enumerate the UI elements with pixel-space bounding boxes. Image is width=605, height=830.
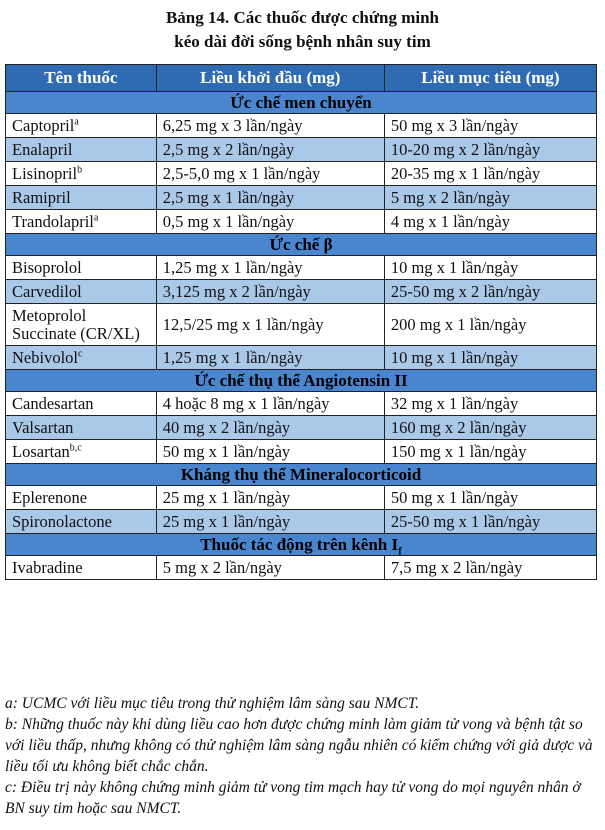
start-dose-cell: 3,125 mg x 2 lần/ngày	[156, 280, 384, 304]
section-row	[6, 370, 597, 392]
header-drug-name: Tên thuốc	[6, 65, 157, 92]
target-dose-cell: 10 mg x 1 lần/ngày	[384, 346, 596, 370]
target-dose-cell: 150 mg x 1 lần/ngày	[384, 440, 596, 464]
start-dose-cell: 1,25 mg x 1 lần/ngày	[156, 256, 384, 280]
table-row	[6, 186, 597, 210]
drug-name-cell	[6, 416, 157, 440]
table-row	[6, 346, 597, 370]
section-row	[6, 534, 597, 556]
footnote-c: c: Điều trị này không chứng minh giảm tử vong tim mạch hay tử vong do mọi nguyên nhân ở BN suy tim hoặc sau NMCT.	[5, 779, 581, 817]
drug-name: Captopril	[12, 116, 75, 135]
target-dose-cell: 50 mg x 1 lần/ngày	[384, 486, 596, 510]
table-row	[6, 392, 597, 416]
table-row	[6, 486, 597, 510]
drug-name: Metoprolol Succinate (CR/XL)	[12, 306, 140, 343]
drug-name-cell	[6, 556, 157, 580]
start-dose-cell: 0,5 mg x 1 lần/ngày	[156, 210, 384, 234]
target-dose-cell: 4 mg x 1 lần/ngày	[384, 210, 596, 234]
start-dose-cell: 2,5 mg x 2 lần/ngày	[156, 138, 384, 162]
table-row	[6, 256, 597, 280]
drug-name: Eplerenone	[12, 488, 88, 507]
drug-name-cell	[6, 510, 157, 534]
header-target-dose: Liều mục tiêu (mg)	[384, 65, 596, 92]
section-title-text: Ức chế thụ thể Angiotensin II	[194, 370, 408, 390]
drug-name-cell	[6, 304, 157, 346]
drug-name-cell	[6, 114, 157, 138]
section-title	[6, 534, 597, 556]
table-row	[6, 280, 597, 304]
drug-name: Trandolapril	[12, 212, 94, 231]
start-dose-cell: 4 hoặc 8 mg x 1 lần/ngày	[156, 392, 384, 416]
section-title-text: Ức chế β	[269, 234, 333, 254]
drug-name-cell	[6, 186, 157, 210]
start-dose-cell: 1,25 mg x 1 lần/ngày	[156, 346, 384, 370]
drug-name: Ramipril	[12, 188, 71, 207]
drug-name-cell	[6, 162, 157, 186]
start-dose-cell: 50 mg x 1 lần/ngày	[156, 440, 384, 464]
section-title	[6, 370, 597, 392]
section-title-text: Thuốc tác động trên kênh I	[200, 534, 399, 554]
table-row	[6, 304, 597, 346]
section-row	[6, 464, 597, 486]
target-dose-cell: 25-50 mg x 2 lần/ngày	[384, 280, 596, 304]
drug-name: Ivabradine	[12, 558, 83, 577]
drug-name: Lisinopril	[12, 164, 78, 183]
section-title	[6, 234, 597, 256]
table-row	[6, 114, 597, 138]
footnote-marker: b,c	[69, 442, 82, 454]
section-row	[6, 234, 597, 256]
section-title-text: Kháng thụ thể Mineralocorticoid	[180, 464, 422, 484]
drug-name-cell	[6, 210, 157, 234]
drug-name: Enalapril	[12, 140, 73, 159]
section-title	[6, 92, 597, 114]
drug-name-cell	[6, 138, 157, 162]
drug-name: Losartan	[12, 442, 70, 461]
table-row	[6, 440, 597, 464]
drug-name: Candesartan	[12, 394, 94, 413]
footnote-marker: c	[78, 348, 83, 360]
target-dose-cell: 10-20 mg x 2 lần/ngày	[384, 138, 596, 162]
footnote-marker: a	[93, 212, 99, 224]
start-dose-cell: 25 mg x 1 lần/ngày	[156, 510, 384, 534]
drug-name: Carvedilol	[12, 282, 82, 301]
footnotes	[5, 693, 600, 819]
target-dose-cell: 5 mg x 2 lần/ngày	[384, 186, 596, 210]
footnote-marker: a	[74, 116, 79, 128]
section-title-subscript: f	[398, 544, 402, 557]
target-dose-cell: 160 mg x 2 lần/ngày	[384, 416, 596, 440]
title-line-1: Bảng 14. Các thuốc được chứng minh	[165, 8, 440, 27]
table-row	[6, 162, 597, 186]
table-row	[6, 210, 597, 234]
header-start-dose: Liều khởi đầu (mg)	[156, 65, 384, 92]
footnote-a: a: UCMC với liều mục tiêu trong thử nghiệm lâm sàng sau NMCT.	[5, 695, 420, 712]
drug-name-cell	[6, 486, 157, 510]
table-row	[6, 416, 597, 440]
section-title-text: Ức chế men chuyển	[230, 92, 372, 112]
drug-name: Spironolactone	[12, 512, 112, 531]
drug-name-cell	[6, 346, 157, 370]
drug-name: Bisoprolol	[12, 258, 82, 277]
start-dose-cell: 2,5-5,0 mg x 1 lần/ngày	[156, 162, 384, 186]
title-line-2: kéo dài đời sống bệnh nhân suy tim	[174, 32, 431, 51]
target-dose-cell: 10 mg x 1 lần/ngày	[384, 256, 596, 280]
drug-dosage-table	[5, 64, 597, 580]
section-row	[6, 92, 597, 114]
drug-name: Valsartan	[12, 418, 74, 437]
start-dose-cell: 40 mg x 2 lần/ngày	[156, 416, 384, 440]
table-title	[0, 6, 605, 54]
drug-name-cell	[6, 440, 157, 464]
footnote-b: b: Những thuốc này khi dùng liều cao hơn được chứng minh làm giảm tử vong và bệnh tật so với liều thấp, nhưng không có thử nghiệm lâm sàng ngẫu nhiên có kiểm chứng với giả dược và liều tối ưu không biết chắc chắn.	[5, 716, 593, 775]
start-dose-cell: 12,5/25 mg x 1 lần/ngày	[156, 304, 384, 346]
start-dose-cell: 2,5 mg x 1 lần/ngày	[156, 186, 384, 210]
target-dose-cell: 25-50 mg x 1 lần/ngày	[384, 510, 596, 534]
target-dose-cell: 32 mg x 1 lần/ngày	[384, 392, 596, 416]
target-dose-cell: 50 mg x 3 lần/ngày	[384, 114, 596, 138]
start-dose-cell: 6,25 mg x 3 lần/ngày	[156, 114, 384, 138]
target-dose-cell: 7,5 mg x 2 lần/ngày	[384, 556, 596, 580]
table-row	[6, 138, 597, 162]
start-dose-cell: 5 mg x 2 lần/ngày	[156, 556, 384, 580]
start-dose-cell: 25 mg x 1 lần/ngày	[156, 486, 384, 510]
header-row	[6, 65, 597, 92]
drug-name-cell	[6, 392, 157, 416]
target-dose-cell: 200 mg x 1 lần/ngày	[384, 304, 596, 346]
drug-name-cell	[6, 256, 157, 280]
table-row	[6, 556, 597, 580]
target-dose-cell: 20-35 mg x 1 lần/ngày	[384, 162, 596, 186]
section-title	[6, 464, 597, 486]
table-row	[6, 510, 597, 534]
drug-name-cell	[6, 280, 157, 304]
drug-name: Nebivolol	[12, 348, 78, 367]
footnote-marker: b	[77, 164, 83, 176]
